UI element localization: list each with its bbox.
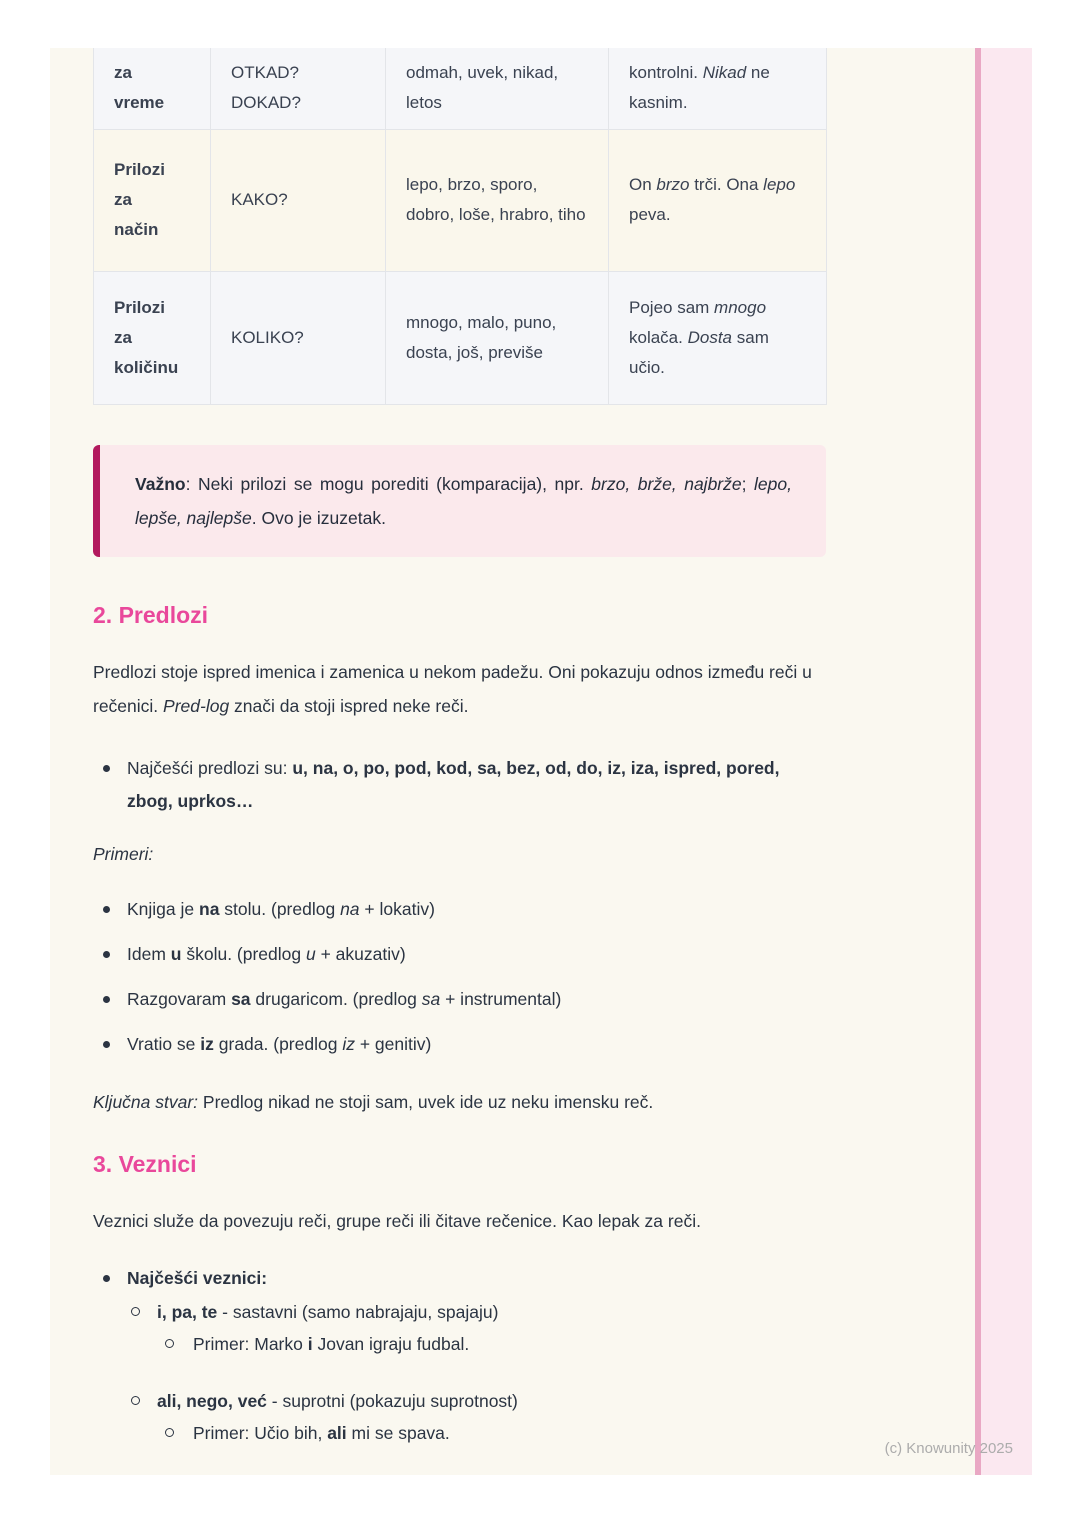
table-cell-question: KOLIKO? xyxy=(211,271,386,404)
section-heading-predlozi: 2. Predlozi xyxy=(93,601,209,628)
document-content xyxy=(93,48,826,1449)
list-item-suprotni xyxy=(127,1385,826,1449)
predlozi-examples-list xyxy=(93,893,826,1060)
page-accent-strip xyxy=(975,48,1032,1475)
list-item-najcesci-veznici xyxy=(93,1262,826,1449)
table-row-za-kolicinu xyxy=(94,271,827,404)
list-item-najcesci-predlozi: Najčešći predlozi su: u, na, o, po, pod, kod, sa, bez, od, do, iz, iza, ispred, pored, zbog, uprkos… xyxy=(93,752,826,818)
document-sheet xyxy=(50,48,1032,1475)
list-item-primer: Primer: Marko i Jovan igraju fudbal. xyxy=(157,1328,826,1360)
list-item-example: Idem u školu. (predlog u + akuzativ) xyxy=(93,938,826,970)
table-cell-examples: lepo, brzo, sporo, dobro, loše, hrabro, tiho xyxy=(386,129,609,271)
list-item-example: Vratio se iz grada. (predlog iz + genitiv) xyxy=(93,1028,826,1060)
table-cell-sentence: On brzo trči. Ona lepo peva. xyxy=(609,129,827,271)
predlozi-lead-list xyxy=(93,752,826,818)
table-cell-type: Prilozi za količinu xyxy=(94,271,211,404)
veznici-intro-paragraph: Veznici služe da povezuju reči, grupe reči ili čitave rečenice. Kao lepak za reči. xyxy=(93,1210,701,1231)
table-cell-question: KAKO? xyxy=(211,129,386,271)
list-item-sastavni xyxy=(127,1296,826,1360)
list-item-example: Knjiga je na stolu. (predlog na + lokativ) xyxy=(93,893,826,925)
table-cell-type: za vreme xyxy=(94,48,211,129)
primeri-label: Primeri: xyxy=(93,843,154,864)
veznik-group-head: ali, nego, već - suprotni (pokazuju suprotnost) xyxy=(157,1390,518,1411)
veznik-group-head: i, pa, te - sastavni (samo nabrajaju, spajaju) xyxy=(157,1301,499,1322)
table-cell-examples: odmah, uvek, nikad, letos xyxy=(386,48,609,129)
vazno-callout: Važno: Neki prilozi se mogu porediti (komparacija), npr. brzo, brže, najbrže; lepo, lepše, najlepše. Ovo je izuzetak. xyxy=(93,445,826,557)
table-cell-sentence: Pojeo sam mnogo kolača. Dosta sam učio. xyxy=(609,271,827,404)
veznik-example-list xyxy=(157,1328,826,1360)
section-heading-veznici: 3. Veznici xyxy=(93,1150,197,1177)
adverbs-table xyxy=(93,48,827,405)
veznici-list xyxy=(93,1262,826,1449)
veznici-list-title: Najčešći veznici: xyxy=(127,1267,268,1288)
kljucna-stvar-paragraph: Ključna stvar: Predlog nikad ne stoji sam, uvek ide uz neku imensku reč. xyxy=(93,1091,654,1112)
table-row-za-nacin xyxy=(94,129,827,271)
table-cell-examples: mnogo, malo, puno, dosta, još, previše xyxy=(386,271,609,404)
table-cell-type: Prilozi za način xyxy=(94,129,211,271)
list-item-primer: Primer: Učio bih, ali mi se spava. xyxy=(157,1417,826,1449)
veznici-sublist xyxy=(127,1296,826,1449)
table-row-za-vreme xyxy=(94,48,827,129)
table-cell-sentence: kontrolni. Nikad ne kasnim. xyxy=(609,48,827,129)
list-item-example: Razgovaram sa drugaricom. (predlog sa + instrumental) xyxy=(93,983,826,1015)
predlozi-intro-paragraph: Predlozi stoje ispred imenica i zamenica u nekom padežu. Oni pokazuju odnos između reči u rečenici. Pred-log znači da stoji ispred neke reči. xyxy=(93,661,812,716)
table-cell-question: OTKAD? DOKAD? xyxy=(211,48,386,129)
veznik-example-list xyxy=(157,1417,826,1449)
footer-copyright: (c) Knowunity 2025 xyxy=(884,1440,1013,1457)
